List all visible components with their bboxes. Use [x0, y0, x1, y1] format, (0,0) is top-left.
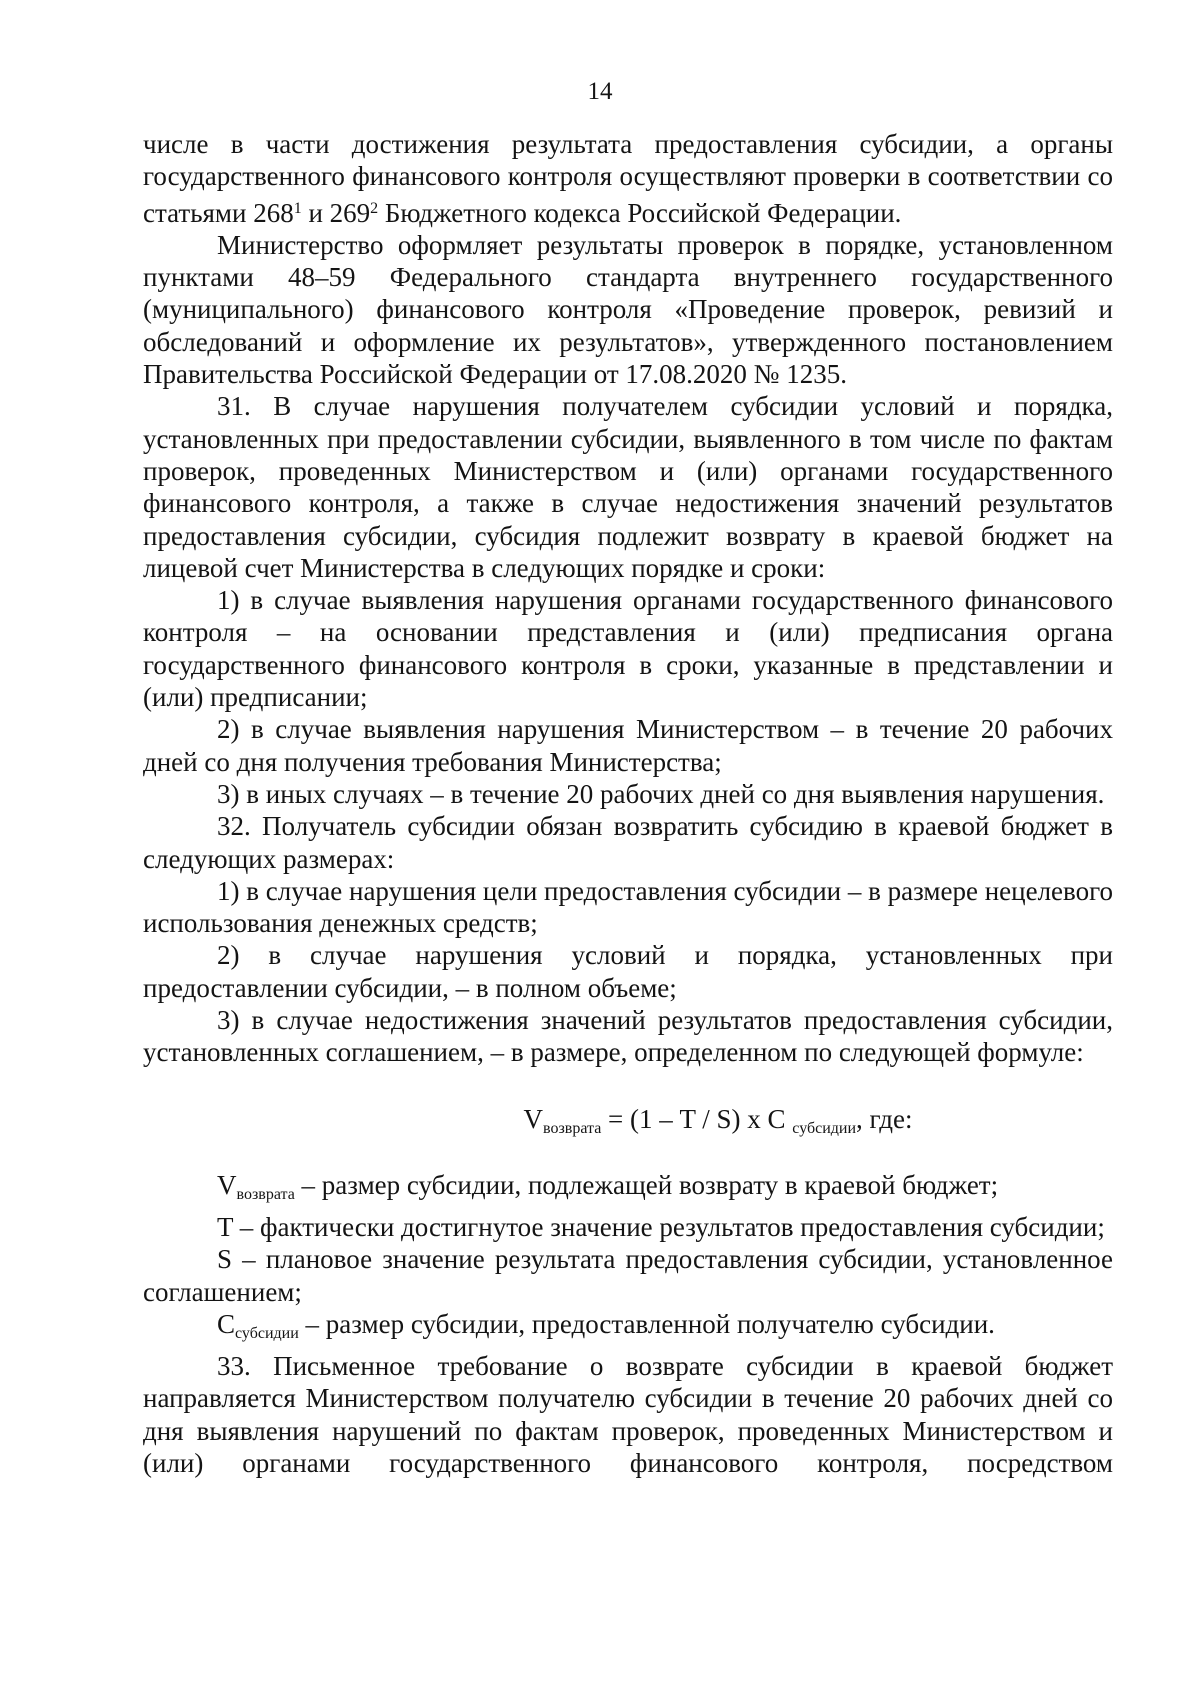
- formula-subscript: субсидии: [792, 1119, 857, 1137]
- text-span: числе в части достижения результата предоставления субсидии, а органы государственного финансового контроля осуществляют проверки в соответствии со статьями 268: [143, 129, 1113, 228]
- definition-c: [143, 1308, 1113, 1350]
- paragraph-continuation: [143, 128, 1113, 229]
- definition-symbol: C: [217, 1308, 236, 1339]
- clause-31-item-1: 1) в случае выявления нарушения органами государственного финансового контроля – на основании представления и (или) предписания органа государственного финансового контроля в сроки, указанные в представлении и (или) предписании;: [143, 585, 1113, 713]
- clause-31-item-2: 2) в случае выявления нарушения Министерством – в течение 20 рабочих дней со дня получения требования Министерства;: [143, 714, 1113, 777]
- clause-33: 33. Письменное требование о возврате субсидии в краевой бюджет направляется Министерством получателю субсидии в течение 20 рабочих дней со дня выявления нарушений по фактам проверок, проведенных Министерством и (или) органами государственного финансового контроля, посредством: [143, 1351, 1113, 1478]
- definition-symbol: V: [217, 1169, 237, 1200]
- paragraph-ministry-checks: Министерство оформляет результаты проверок в порядке, установленном пунктами 48–59 Федерального стандарта внутреннего государственного (муниципального) финансового контроля «Проведение проверок, ревизий и обследований и оформление их результатов», утвержденного постановлением Правительства Российской Федерации от 17.08.2020 № 1235.: [143, 229, 1113, 390]
- formula-tail: , где:: [856, 1103, 913, 1134]
- clause-31-item-3: 3) в иных случаях – в течение 20 рабочих дней со дня выявления нарушения.: [217, 778, 1105, 809]
- document-body: [143, 128, 1113, 1479]
- clause-32: 32. Получатель субсидии обязан возвратить субсидию в краевой бюджет в следующих размерах:: [143, 811, 1113, 874]
- text-span: Бюджетного кодекса Российской Федерации.: [378, 197, 902, 228]
- formula-symbol: V: [523, 1103, 543, 1134]
- definition-v: [143, 1169, 1113, 1211]
- clause-32-item-3: 3) в случае недостижения значений результатов предоставления субсидии, установленных соглашением, – в размере, определенном по следующей формуле:: [143, 1005, 1113, 1068]
- clause-32-item-1: 1) в случае нарушения цели предоставления субсидии – в размере нецелевого использования денежных средств;: [143, 875, 1113, 939]
- superscript: 2: [370, 199, 379, 217]
- clause-31: 31. В случае нарушения получателем субсидии условий и порядка, установленных при предоставлении субсидии, выявленного в том числе по фактам проверок, проведенных Министерством и (или) органами государственного финансового контроля, а также в случае недостижения значений результатов предоставления субсидии, субсидия подлежит возврату в краевой бюджет на лицевой счет Министерства в следующих порядке и сроки:: [143, 391, 1113, 583]
- definition-subscript: возврата: [236, 1185, 295, 1203]
- formula-body: = (1 – T / S) x C: [601, 1103, 793, 1134]
- definition-t: T – фактически достигнутое значение результатов предоставления субсидии;: [217, 1211, 1105, 1242]
- definition-subscript: субсидии: [235, 1324, 299, 1342]
- refund-formula: [323, 1103, 1113, 1135]
- formula-subscript: возврата: [543, 1119, 602, 1137]
- definition-text: – размер субсидии, подлежащей возврату в краевой бюджет;: [294, 1169, 999, 1200]
- clause-32-item-2: 2) в случае нарушения условий и порядка, установленных при предоставлении субсидии, – в полном объеме;: [143, 940, 1113, 1003]
- text-span: и 269: [301, 197, 371, 228]
- superscript: 1: [293, 199, 302, 217]
- page-number: 14: [587, 78, 613, 105]
- definition-s: S – плановое значение результата предоставления субсидии, установленное соглашением;: [143, 1244, 1113, 1307]
- definition-text: – размер субсидии, предоставленной получателю субсидии.: [298, 1308, 995, 1339]
